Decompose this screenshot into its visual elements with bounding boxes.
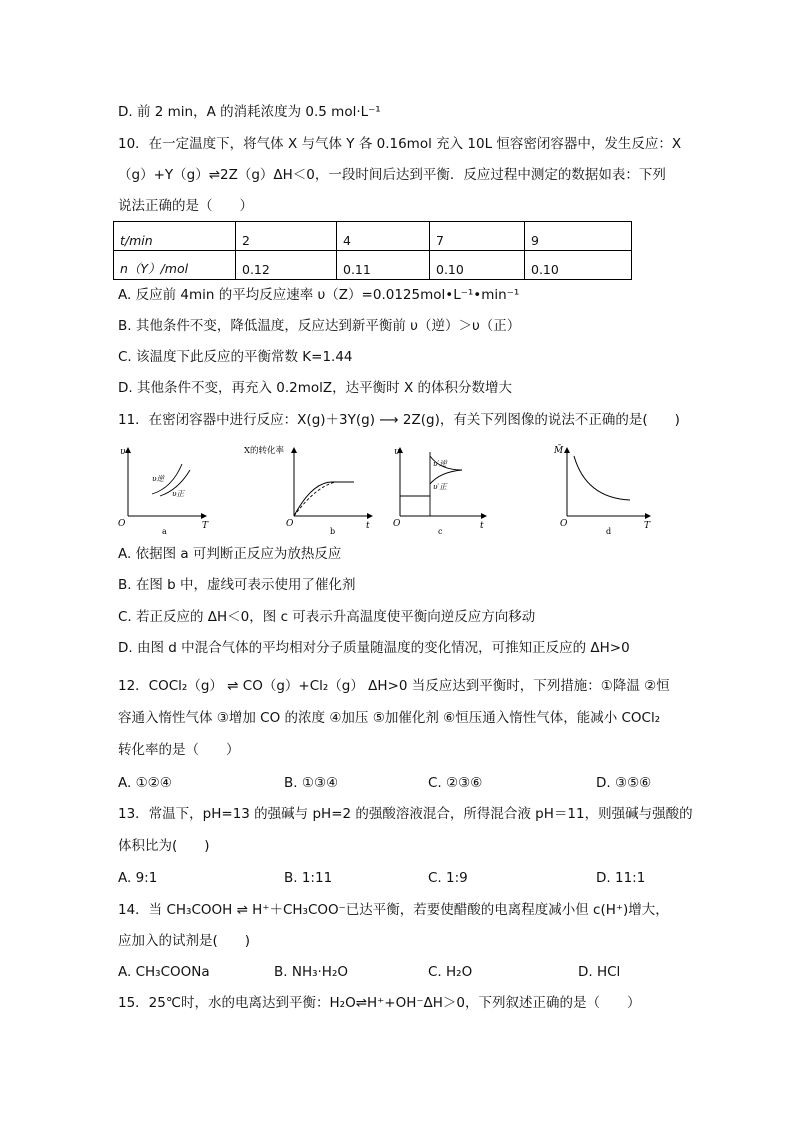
q11-option-d: D. 由图 d 中混合气体的平均相对分子质量随温度的变化情况，可推知正反应的 ΔH>0 bbox=[118, 640, 630, 656]
q12-stem-line1: 12．COCl₂（g） ⇌ CO（g）+Cl₂（g） ΔH>0 当反应达到平衡时，下列措施：①降温 ②恒 bbox=[118, 678, 670, 694]
table-row bbox=[114, 222, 632, 251]
q10-option-c: C. 该温度下此反应的平衡常数 K=1.44 bbox=[118, 349, 353, 365]
graph-d-origin: O bbox=[560, 519, 568, 529]
q12-option-c: C. ②③⑥ bbox=[428, 775, 483, 791]
q14-stem-line1: 14．当 CH₃COOH ⇌ H⁺＋CH₃COO⁻已达平衡，若要使醋酸的电离程度减小但 c(H⁺)增大， bbox=[118, 902, 669, 918]
q10-option-b: B. 其他条件不变，降低温度，反应达到新平衡前 υ（逆）＞υ（正） bbox=[118, 318, 521, 334]
q13-option-d: D. 11:1 bbox=[596, 870, 646, 886]
graph-a-xlabel: T bbox=[202, 521, 209, 531]
q10-option-d: D. 其他条件不变，再充入 0.2molZ，达平衡时 X 的体积分数增大 bbox=[118, 380, 512, 396]
q12-stem-line2: 容通入惰性气体 ③增加 CO 的浓度 ④加压 ⑤加催化剂 ⑥恒压通入惰性气体，能减小 COCl₂ bbox=[118, 710, 661, 726]
q14-option-c: C. H₂O bbox=[428, 964, 473, 980]
graph-c-xlabel: t bbox=[480, 521, 484, 531]
q13-stem-line2: 体积比为( ) bbox=[118, 838, 210, 854]
q10-stem-line2: （g）+Y（g）⇌2Z（g）ΔH＜0，一段时间后达到平衡．反应过程中测定的数据如表：下列 bbox=[118, 167, 666, 183]
q14-option-b: B. NH₃·H₂O bbox=[274, 964, 348, 980]
q13-option-b: B. 1:11 bbox=[284, 870, 333, 886]
graph-a-caption: a bbox=[162, 527, 167, 536]
graph-c-ylabel: υ bbox=[394, 447, 400, 457]
table-cell: n（Y）/mol bbox=[114, 251, 236, 280]
table-cell: 9 bbox=[525, 222, 632, 251]
q11-graphs bbox=[110, 440, 670, 540]
q13-option-c: C. 1:9 bbox=[428, 870, 468, 886]
q11-option-a: A. 依据图 a 可判断正反应为放热反应 bbox=[118, 546, 342, 562]
table-cell: 0.12 bbox=[236, 251, 337, 280]
q11-stem: 11．在密闭容器中进行反应：X(g)＋3Y(g) ⟶ 2Z(g)，有关下列图像的说法不正确的是( ) bbox=[118, 412, 680, 428]
q11-option-c: C. 若正反应的 ΔH＜0，图 c 可表示升高温度使平衡向逆反应方向移动 bbox=[118, 609, 536, 625]
graph-a-ylabel: υ bbox=[120, 447, 126, 457]
q14-option-a: A. CH₃COONa bbox=[118, 964, 210, 980]
table-row bbox=[114, 251, 632, 280]
graph-d-ylabel: M̄ bbox=[554, 446, 564, 456]
table-cell: 0.11 bbox=[337, 251, 430, 280]
graph-b bbox=[244, 445, 372, 536]
q15-stem: 15．25℃时，水的电离达到平衡：H₂O⇌H⁺+OH⁻ΔH＞0，下列叙述正确的是（ ） bbox=[118, 995, 641, 1011]
q12-option-b: B. ①③④ bbox=[284, 775, 339, 791]
graph-a bbox=[118, 447, 209, 536]
table-cell: 4 bbox=[337, 222, 430, 251]
q12-option-a: A. ①②④ bbox=[118, 775, 172, 791]
graph-b-origin: O bbox=[286, 519, 294, 529]
graph-c-origin: O bbox=[393, 519, 401, 529]
graph-c-caption: c bbox=[438, 527, 443, 536]
q10-stem-line1: 10．在一定温度下，将气体 X 与气体 Y 各 0.16mol 充入 10L 恒容密闭容器中，发生反应：X bbox=[118, 136, 682, 152]
graph-a-curve2: υ正 bbox=[172, 489, 185, 498]
q14-option-d: D. HCl bbox=[578, 964, 621, 980]
graph-a-origin: O bbox=[118, 519, 126, 529]
table-cell: 2 bbox=[236, 222, 337, 251]
graph-c bbox=[393, 447, 486, 536]
table-cell: 0.10 bbox=[525, 251, 632, 280]
q10-option-a: A. 反应前 4min 的平均反应速率 υ（Z）=0.0125mol•L⁻¹•min⁻¹ bbox=[118, 287, 520, 303]
q10-data-table bbox=[113, 221, 632, 280]
q13-stem-line1: 13．常温下，pH=13 的强碱与 pH=2 的强酸溶液混合，所得混合液 pH＝11，则强碱与强酸的 bbox=[118, 806, 693, 822]
graph-c-curve2: υ′正 bbox=[433, 482, 447, 491]
q11-option-b: B. 在图 b 中，虚线可表示使用了催化剂 bbox=[118, 577, 356, 593]
graph-b-xlabel: t bbox=[366, 521, 370, 531]
q10-stem-line3: 说法正确的是（ ） bbox=[118, 198, 253, 214]
graph-b-caption: b bbox=[330, 527, 336, 536]
graph-a-curve1: υ逆 bbox=[152, 474, 165, 483]
graph-c-curve1: υ′逆 bbox=[433, 459, 447, 468]
q12-stem-line3: 转化率的是（ ） bbox=[118, 742, 240, 758]
table-cell: t/min bbox=[114, 222, 236, 251]
table-cell: 0.10 bbox=[430, 251, 525, 280]
q14-stem-line2: 应加入的试剂是( ) bbox=[118, 933, 251, 949]
q12-option-d: D. ③⑤⑥ bbox=[596, 775, 652, 791]
q9-option-d: D. 前 2 min，A 的消耗浓度为 0.5 mol·L⁻¹ bbox=[118, 104, 381, 120]
q13-option-a: A. 9:1 bbox=[118, 870, 158, 886]
graph-b-ylabel: X的转化率 bbox=[244, 446, 285, 456]
graph-d-caption: d bbox=[606, 527, 612, 536]
table-cell: 7 bbox=[430, 222, 525, 251]
graph-d-xlabel: T bbox=[644, 521, 651, 531]
graph-d bbox=[553, 444, 651, 536]
